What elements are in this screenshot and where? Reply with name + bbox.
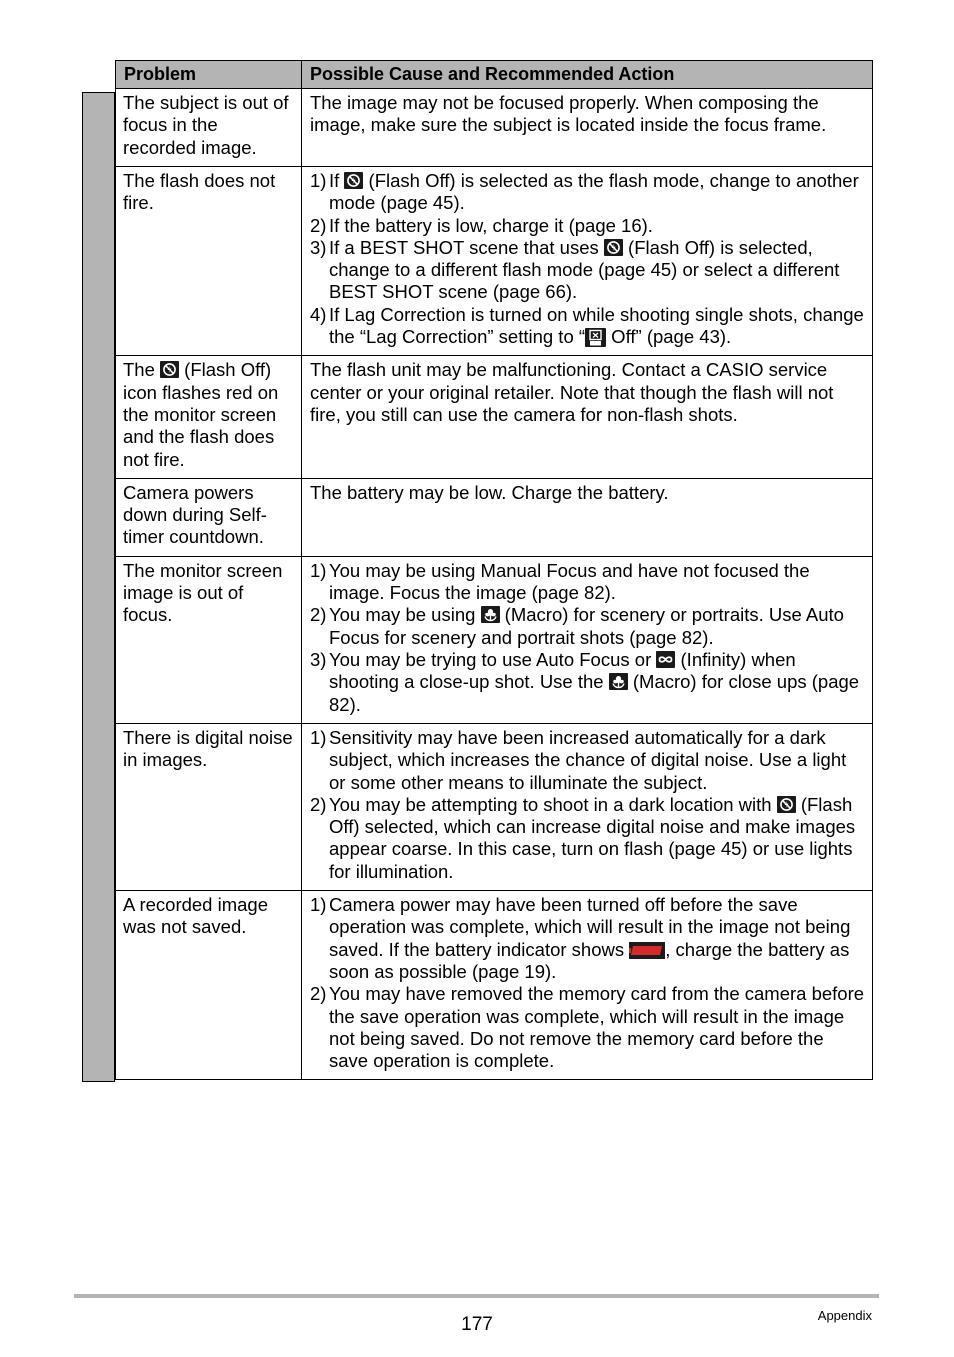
item-text-part: You may be attempting to shoot in a dark location with <box>329 793 777 815</box>
troubleshooting-table <box>115 60 873 1080</box>
item-text-part: , charge the battery as soon as possible (page 19). <box>329 938 850 982</box>
list-item <box>310 304 866 349</box>
item-text-part: Off” (page 43). <box>606 326 732 348</box>
item-text-part: If Lag Correction is turned on while shooting single shots, change the “Lag Correction” setting to “ <box>329 303 864 348</box>
item-number: 2) <box>310 793 327 815</box>
item-text: Sensitivity may have been increased automatically for a dark subject, which increases the chance of digital noise. Use a light or some other means to illuminate the subject. <box>329 726 847 793</box>
item-text <box>329 604 866 649</box>
list-item <box>310 794 866 883</box>
section-sidebar-tab <box>82 92 115 1082</box>
problem-cell: Camera powers down during Self-timer countdown. <box>116 478 302 556</box>
macro-icon <box>481 606 500 623</box>
item-number: 1) <box>310 559 327 581</box>
list-item <box>310 237 866 304</box>
table-row <box>116 891 873 1080</box>
item-number: 1) <box>310 894 327 916</box>
problem-cell <box>116 356 302 478</box>
footer-divider <box>74 1294 879 1298</box>
item-text: If the battery is low, charge it (page 16). <box>329 214 653 236</box>
item-text-part: (Macro) for scenery or portraits. Use Auto Focus for scenery and portrait shots (page 82). <box>329 604 844 648</box>
item-text-part: Camera power may have been turned off before the save operation was complete, which will result in the image not being saved. If the battery indicator shows <box>329 894 851 960</box>
item-text-part: If <box>329 170 345 191</box>
action-cell: The flash unit may be malfunctioning. Contact a CASIO service center or your original retailer. Note that though the flash will not fire, you still can use the camera for non-flash shots. <box>302 356 873 478</box>
header-action: Possible Cause and Recommended Action <box>302 61 873 89</box>
table-row <box>116 723 873 890</box>
item-number: 3) <box>310 236 327 258</box>
item-number: 1) <box>310 726 327 748</box>
list-item <box>310 649 866 716</box>
item-text-part: You may be using <box>329 604 481 626</box>
item-number: 2) <box>310 214 327 236</box>
item-text-part: (Flash Off) is selected, change to a different flash mode (page 45) or select a different BEST SHOT scene (page 66). <box>329 236 840 303</box>
action-cell <box>302 891 873 1080</box>
item-text <box>329 304 866 349</box>
flash-off-icon <box>344 172 363 189</box>
page-number: 177 <box>461 1314 493 1335</box>
table-row <box>116 167 873 356</box>
item-text-part: If a BEST SHOT scene that uses <box>329 236 604 258</box>
list-item <box>310 894 866 983</box>
item-number: 1) <box>310 170 327 191</box>
item-text-part: (Infinity) when shooting a close-up shot. Use the <box>329 649 796 693</box>
item-text <box>329 649 866 716</box>
problem-cell: There is digital noise in images. <box>116 723 302 890</box>
problem-text-part: The <box>123 359 161 381</box>
action-cell <box>302 167 873 356</box>
battery-low-icon <box>629 942 665 959</box>
item-number: 2) <box>310 604 327 626</box>
item-text-part: (Flash Off) selected, which can increase digital noise and make images appear coarse. In this case, turn on flash (page 45) or use lights for illumination. <box>329 793 856 882</box>
problem-cell: The monitor screen image is out of focus. <box>116 556 302 723</box>
item-text-part: (Flash Off) is selected as the flash mode, change to another mode (page 45). <box>329 170 859 214</box>
item-text: You may have removed the memory card from the camera before the save operation was complete, which will result in the image not being saved. Do not remove the memory card before the save operation is complete. <box>329 983 865 1072</box>
list-item <box>310 215 866 237</box>
item-text <box>329 794 866 883</box>
problem-cell: A recorded image was not saved. <box>116 891 302 1080</box>
lag-correction-off-icon <box>585 328 606 347</box>
infinity-icon <box>656 651 675 668</box>
action-cell <box>302 723 873 890</box>
flash-off-icon <box>160 361 179 378</box>
item-text-part: (Macro) for close ups (page 82). <box>329 671 860 715</box>
item-number: 2) <box>310 983 327 1005</box>
problem-cell: The flash does not fire. <box>116 167 302 356</box>
table-row <box>116 356 873 478</box>
list-item <box>310 560 866 605</box>
section-label: Appendix <box>817 1308 872 1323</box>
header-problem: Problem <box>116 61 302 89</box>
table-row <box>116 478 873 556</box>
item-text <box>329 170 866 215</box>
item-number: 4) <box>310 303 327 325</box>
item-text: You may be using Manual Focus and have not focused the image. Focus the image (page 82). <box>329 559 810 604</box>
list-item <box>310 170 866 215</box>
list-item <box>310 604 866 649</box>
table-row <box>116 556 873 723</box>
action-cell: The image may not be focused properly. When composing the image, make sure the subject is located inside the focus frame. <box>302 89 873 167</box>
item-text-part: You may be trying to use Auto Focus or <box>329 649 657 671</box>
list-item <box>310 727 866 794</box>
flash-off-icon <box>777 796 796 813</box>
macro-icon <box>609 673 628 690</box>
problem-text-part: (Flash Off) icon flashes red on the monitor screen and the flash does not fire. <box>123 359 279 470</box>
table-row <box>116 89 873 167</box>
list-item <box>310 983 866 1072</box>
item-text <box>329 894 866 983</box>
item-number: 3) <box>310 649 327 671</box>
flash-off-icon <box>604 239 623 256</box>
item-text <box>329 237 866 304</box>
table-header-row <box>116 61 873 89</box>
problem-cell: The subject is out of focus in the recorded image. <box>116 89 302 167</box>
action-cell: The battery may be low. Charge the battery. <box>302 478 873 556</box>
action-cell <box>302 556 873 723</box>
